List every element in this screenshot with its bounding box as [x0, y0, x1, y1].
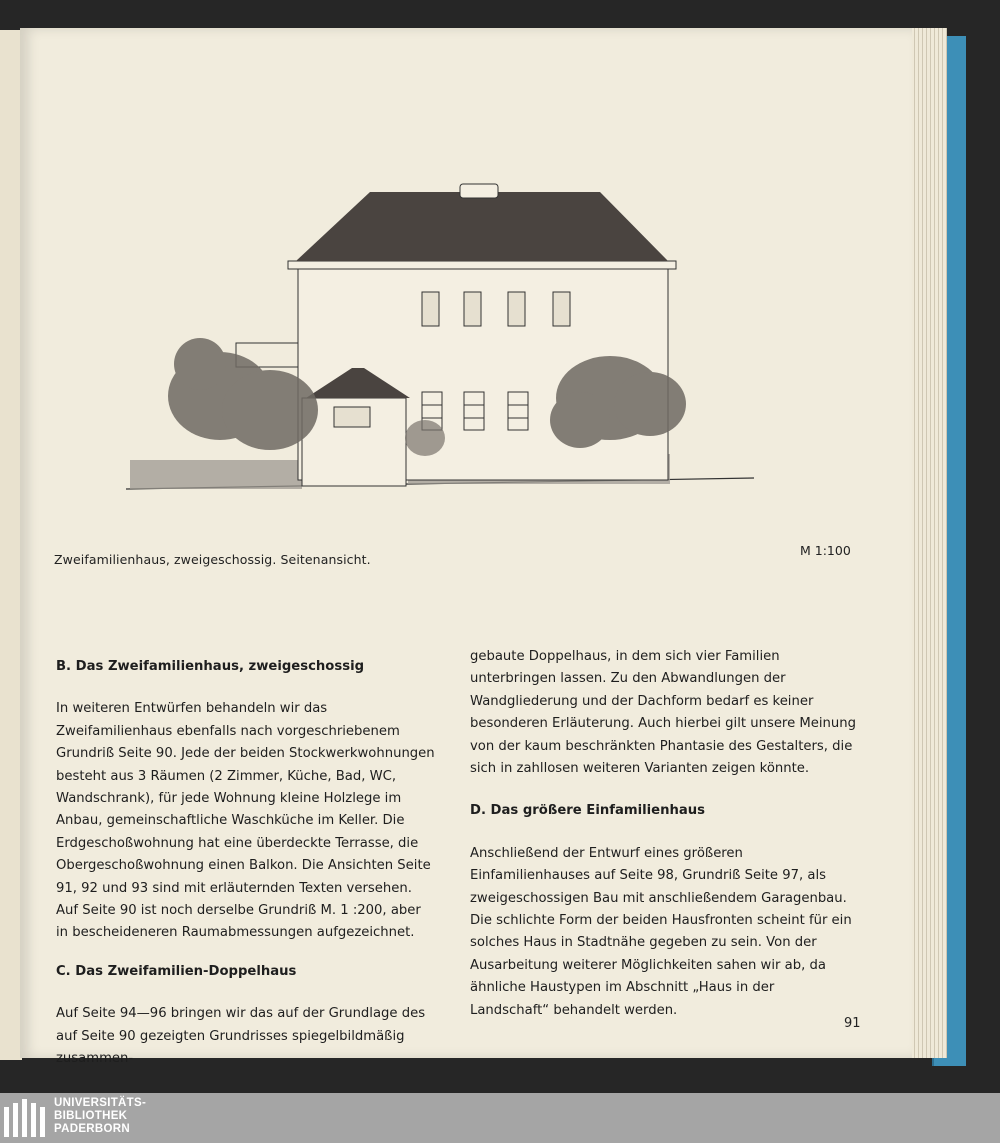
annex-window	[334, 407, 370, 427]
left-column	[56, 656, 436, 1071]
library-name	[54, 1097, 146, 1136]
right-column	[470, 646, 856, 1022]
heading-section-d: D. Das größere Einfamilienhaus	[470, 803, 706, 819]
shrub-middle	[405, 420, 445, 456]
tree-left	[168, 338, 318, 450]
paragraph-c1: Auf Seite 94—96 bringen wir das auf der Grundlage des auf Seite 90 gezeigten Grundrisses spiegelbildmäßig zusammen-	[56, 1006, 426, 1067]
library-footer	[0, 1093, 1000, 1143]
paragraph-c2: gebaute Doppelhaus, in dem sich vier Familien unterbringen lassen. Zu den Abwandlungen der Wandgliederung und der Dachform bedarf es keiner besonderen Erläuterung. Auch hierbei gilt unsere Meinung von der kaum beschränkten Phantasie des Gestalters, die sich in zahllosen weiteren Varianten zeigen könnte.	[470, 649, 856, 777]
book-page	[20, 28, 912, 1067]
heading-section-c: C. Das Zweifamilien-Doppelhaus	[56, 963, 297, 979]
figure-caption: Zweifamilienhaus, zweigeschossig. Seitenansicht.	[54, 552, 371, 567]
chimney	[460, 184, 498, 198]
house-elevation-drawing	[120, 148, 780, 498]
library-logo-icon	[4, 1099, 46, 1137]
paragraph-d1: Anschließend der Entwurf eines größeren Einfamilienhauses auf Seite 98, Grundriß Seite 97, als zweigeschossigen Bau mit anschließendem Garagenbau. Die schlichte Form der beiden Hausfronten scheint für ein solches Haus in Stadtnähe gegeben zu sein. Von der Ausarbeitung weiterer Möglichkeiten sahen wir ab, da ähnliche Haustypen im Abschnitt „Haus in der Landschaft“ behandelt werden.	[470, 845, 852, 1018]
house-eaves	[288, 261, 676, 269]
left-page-edge	[0, 30, 22, 1060]
library-name-line1: UNIVERSITÄTS-	[54, 1097, 147, 1109]
library-name-line3: PADERBORN	[54, 1123, 130, 1135]
page-number: 91	[844, 1016, 861, 1031]
hedge-left	[130, 460, 302, 489]
house-roof	[296, 192, 668, 261]
figure-scale: M 1:100	[800, 543, 851, 558]
paragraph-b2: Auf Seite 90 ist noch derselbe Grundriß M. 1 :200, aber in bescheideneren Raumabmessungen aufgezeichnet.	[56, 903, 421, 941]
library-name-line2: BIBLIOTHEK	[54, 1110, 128, 1122]
paragraph-b1: In weiteren Entwürfen behandeln wir das Zweifamilienhaus ebenfalls nach vorgeschriebenem Grundriß Seite 90. Jede der beiden Stockwerkwohnungen besteht aus 3 Räumen (2 Zimmer, Küche, Bad, WC, Wandschrank), für jede Wohnung kleine Holzlege im Anbau, gemeinschaftliche Waschküche im Keller. Die Erdgeschoßwohnung hat eine überdeckte Terrasse, die Obergeschoßwohnung einen Balkon. Die Ansichten Seite 91, 92 und 93 sind mit erläuternden Texten versehen.	[56, 701, 435, 896]
heading-section-b: B. Das Zweifamilienhaus, zweigeschossig	[56, 659, 365, 674]
